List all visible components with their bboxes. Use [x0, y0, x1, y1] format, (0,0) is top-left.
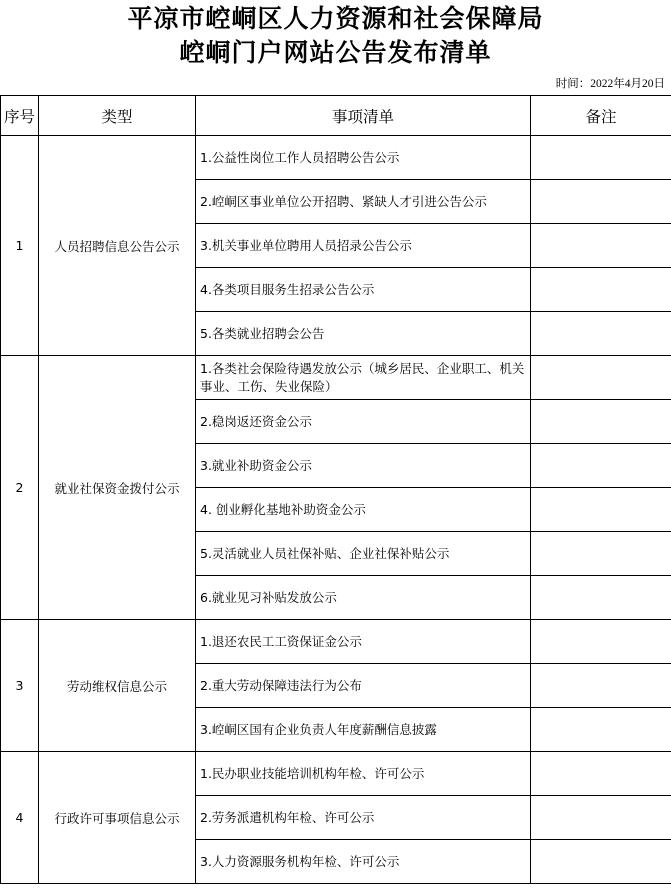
- list-item: 1.民办职业技能培训机构年检、许可公示: [196, 752, 531, 796]
- column-header-no: 序号: [1, 96, 39, 136]
- list-item: 6.就业见习补贴发放公示: [196, 576, 531, 620]
- note-cell: [531, 620, 671, 664]
- note-cell: [531, 400, 671, 444]
- list-item: 2.稳岗返还资金公示: [196, 400, 531, 444]
- column-header-type: 类型: [39, 96, 196, 136]
- group-number: 3: [1, 620, 39, 752]
- list-item: 2.崆峒区事业单位公开招聘、紧缺人才引进公告公示: [196, 180, 531, 224]
- group-type: 就业社保资金拨付公示: [39, 356, 196, 620]
- note-cell: [531, 136, 671, 180]
- note-cell: [531, 664, 671, 708]
- note-cell: [531, 796, 671, 840]
- note-cell: [531, 708, 671, 752]
- list-item: 5.灵活就业人员社保补贴、企业社保补贴公示: [196, 532, 531, 576]
- note-cell: [531, 444, 671, 488]
- table-row: [1, 356, 671, 400]
- note-cell: [531, 224, 671, 268]
- list-item: 5.各类就业招聘会公告: [196, 312, 531, 356]
- list-item: 4. 创业孵化基地补助资金公示: [196, 488, 531, 532]
- list-item: 2.劳务派遣机构年检、许可公示: [196, 796, 531, 840]
- note-cell: [531, 488, 671, 532]
- table-row: [1, 136, 671, 180]
- note-cell: [531, 268, 671, 312]
- table-row: [1, 620, 671, 664]
- note-cell: [531, 356, 671, 400]
- list-item: 3.就业补助资金公示: [196, 444, 531, 488]
- note-cell: [531, 840, 671, 884]
- note-cell: [531, 180, 671, 224]
- list-item: 2.重大劳动保障违法行为公布: [196, 664, 531, 708]
- table-row: [1, 752, 671, 796]
- page-title-line1: 平凉市崆峒区人力资源和社会保障局: [127, 4, 544, 33]
- column-header-note: 备注: [531, 96, 671, 136]
- column-header-items: 事项清单: [196, 96, 531, 136]
- table-header-row: [1, 96, 671, 136]
- note-cell: [531, 312, 671, 356]
- group-number: 4: [1, 752, 39, 884]
- group-type: 劳动维权信息公示: [39, 620, 196, 752]
- list-item: 4.各类项目服务生招录公告公示: [196, 268, 531, 312]
- group-number: 2: [1, 356, 39, 620]
- list-item: 3.崆峒区国有企业负责人年度薪酬信息披露: [196, 708, 531, 752]
- list-item: 1.退还农民工工资保证金公示: [196, 620, 531, 664]
- group-type: 行政许可事项信息公示: [39, 752, 196, 884]
- list-item: 3.人力资源服务机构年检、许可公示: [196, 840, 531, 884]
- publish-date: 时间：2022年4月20日: [555, 78, 665, 90]
- group-type: 人员招聘信息公告公示: [39, 136, 196, 356]
- list-item: 1.各类社会保险待遇发放公示（城乡居民、企业职工、机关事业、工伤、失业保险）: [196, 356, 531, 400]
- announcement-table: [0, 95, 671, 884]
- list-item: 3.机关事业单位聘用人员招录公告公示: [196, 224, 531, 268]
- list-item: 1.公益性岗位工作人员招聘公告公示: [196, 136, 531, 180]
- note-cell: [531, 576, 671, 620]
- page-title-line2: 崆峒门户网站公告发布清单: [179, 38, 492, 67]
- note-cell: [531, 532, 671, 576]
- note-cell: [531, 752, 671, 796]
- group-number: 1: [1, 136, 39, 356]
